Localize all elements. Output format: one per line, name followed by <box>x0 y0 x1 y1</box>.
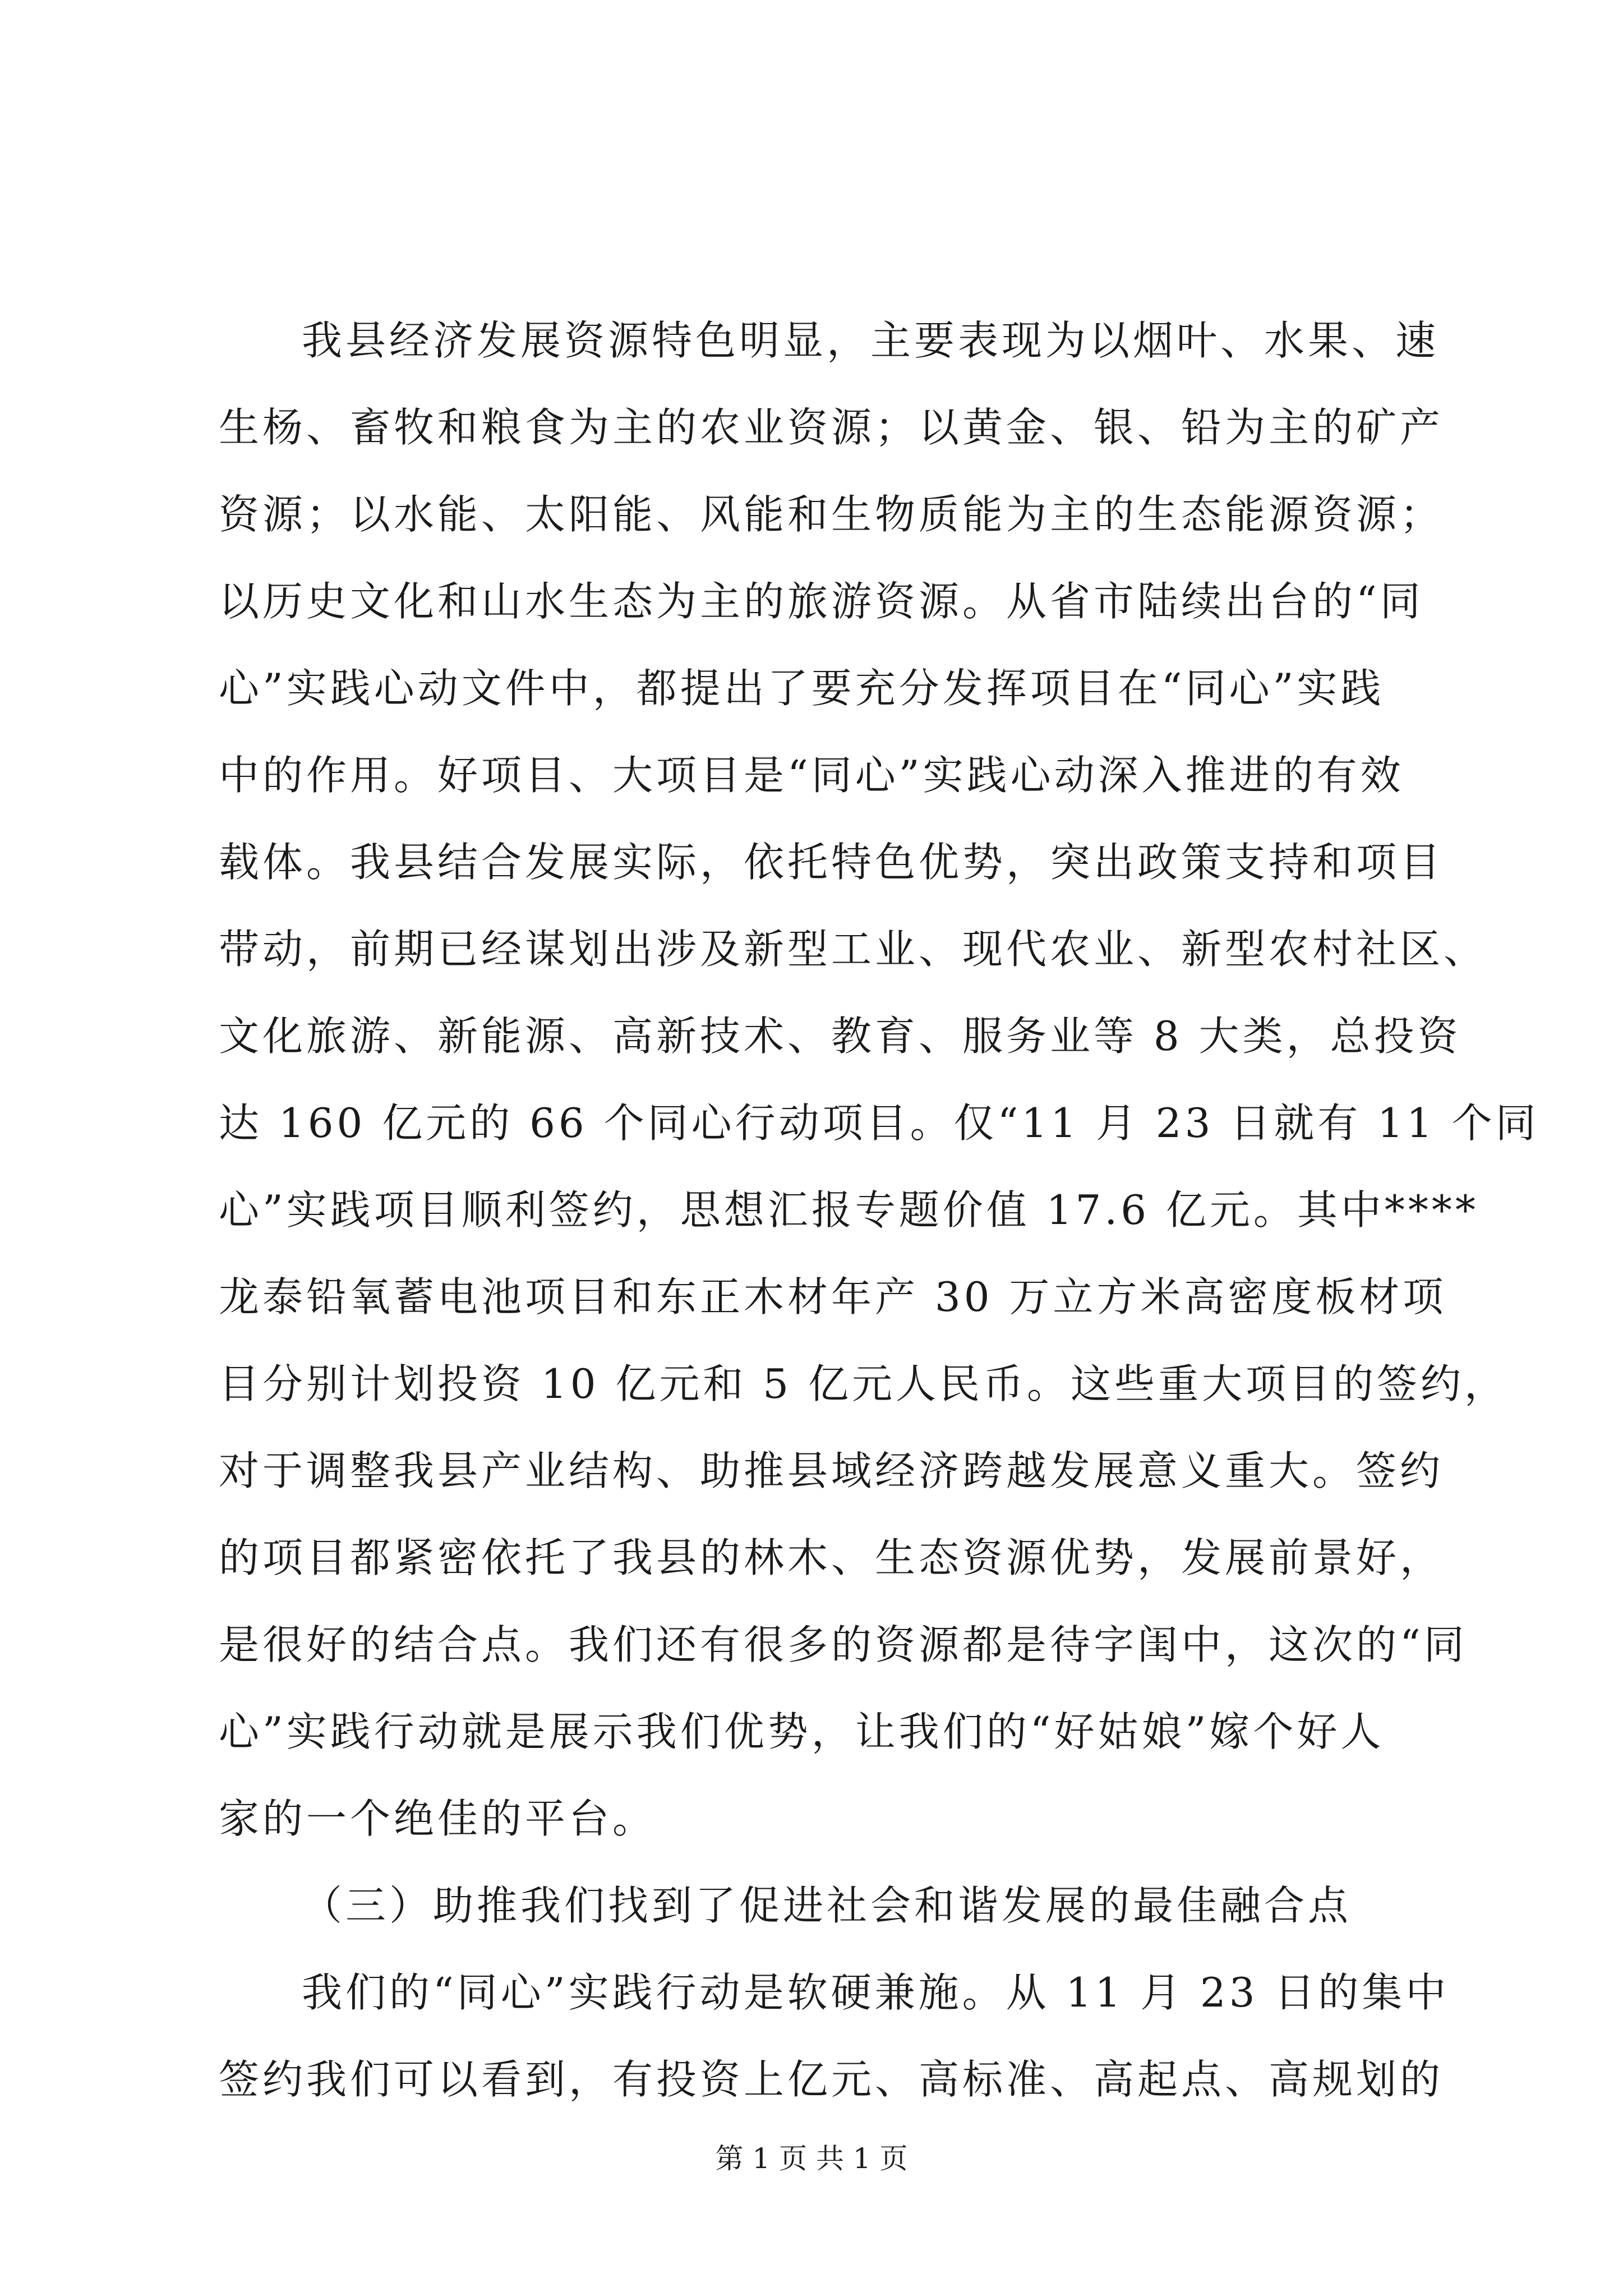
paragraph-line: 我县经济发展资源特色明显，主要表现为以烟叶、水果、速 <box>302 317 1440 364</box>
paragraph-line: 是很好的结合点。我们还有很多的资源都是待字闺中，这次的“同 <box>219 1621 1468 1668</box>
paragraph-line: 龙泰铅氧蓄电池项目和东正木材年产 30 万立方米高密度板材项 <box>219 1273 1447 1320</box>
paragraph-line: 对于调整我县产业结构、助推县域经济跨越发展意义重大。签约 <box>219 1447 1444 1494</box>
paragraph-line: 生杨、畜牧和粮食为主的农业资源；以黄金、银、铅为主的矿产 <box>219 404 1444 451</box>
paragraph-line: 签约我们可以看到，有投资上亿元、高标准、高起点、高规划的 <box>219 2056 1444 2103</box>
paragraph-line: 达 160 亿元的 66 个同心行动项目。仅“11 月 23 日就有 11 个同 <box>219 1099 1539 1147</box>
paragraph-line: 带动，前期已经谋划出涉及新型工业、现代农业、新型农村社区、 <box>219 926 1488 973</box>
page-footer: 第 1 页 共 1 页 <box>715 2142 908 2175</box>
document-body <box>219 297 1539 2123</box>
paragraph-line: 家的一个绝佳的平台。 <box>219 1795 657 1842</box>
paragraph-line: 以历史文化和山水生态为主的旅游资源。从省市陆续出台的“同 <box>219 578 1424 625</box>
paragraph-line: 文化旅游、新能源、高新技术、教育、服务业等 8 大类，总投资 <box>219 1013 1461 1060</box>
paragraph-line: 我们的“同心”实践行动是软硬兼施。从 11 月 23 日的集中 <box>302 1969 1450 2016</box>
paragraph-line: 载体。我县结合发展实际，依托特色优势，突出政策支持和项目 <box>219 839 1444 886</box>
paragraph-line: 心”实践心动文件中，都提出了要充分发挥项目在“同心”实践 <box>219 665 1385 712</box>
paragraph-line: 心”实践行动就是展示我们优势，让我们的“好姑娘”嫁个好人 <box>219 1708 1385 1755</box>
paragraph-line: 中的作用。好项目、大项目是“同心”实践心动深入推进的有效 <box>219 752 1404 799</box>
section-heading: （三）助推我们找到了促进社会和谐发展的最佳融合点 <box>302 1882 1352 1929</box>
paragraph-line: 的项目都紧密依托了我县的林木、生态资源优势，发展前景好， <box>219 1534 1444 1581</box>
paragraph-line: 资源；以水能、太阳能、风能和生物质能为主的生态能源资源； <box>219 491 1444 538</box>
paragraph-line: 心”实践项目顺利签约，思想汇报专题价值 17.6 亿元。其中**** <box>219 1186 1479 1234</box>
paragraph-line: 目分别计划投资 10 亿元和 5 亿元人民币。这些重大项目的签约， <box>219 1360 1508 1407</box>
